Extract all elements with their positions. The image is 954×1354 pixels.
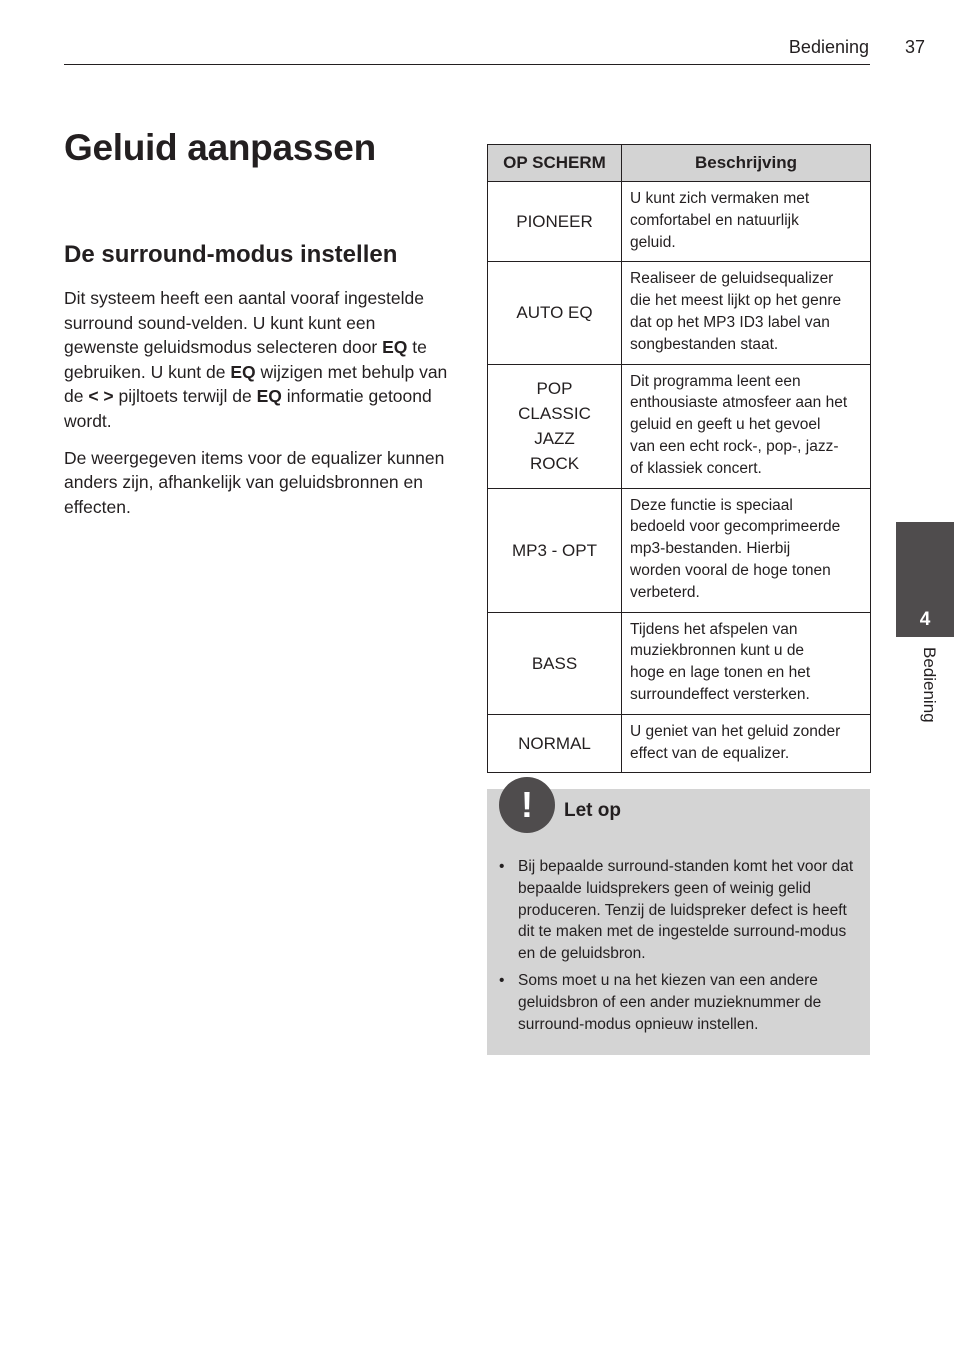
description-text: Tijdens het afspelen van muziekbronnen kunt u de hoge en lage tonen en het surroundeffect versterken. <box>630 620 811 703</box>
description-cell <box>622 488 871 612</box>
mode-label: CLASSIC <box>518 404 591 424</box>
description-cell <box>622 612 871 714</box>
text-run: te gebruiken. U kunt de <box>64 337 427 382</box>
eq-keyword: EQ <box>230 361 256 382</box>
description-text: Dit programma leent een enthousiaste atmosfeer aan het geluid en geeft u het gevoel van een echt rock-, pop-, jazz- of klassiek concert. <box>630 372 848 477</box>
mode-label: PIONEER <box>516 212 593 232</box>
table-row <box>488 488 871 612</box>
arrow-keys-label: < > <box>88 386 114 407</box>
caution-box <box>487 784 870 1055</box>
table-row <box>488 364 871 488</box>
description-text: Realiseer de geluidsequalizer die het meest lijkt op het genre dat op het MP3 ID3 label van songbestanden staat. <box>630 270 842 353</box>
list-item <box>487 970 870 1035</box>
text-run: pijltoets terwijl de <box>113 386 257 407</box>
body-text <box>64 286 448 531</box>
page-number: 37 <box>905 37 926 57</box>
list-item <box>487 856 870 965</box>
body-paragraph-1 <box>64 286 448 434</box>
section-heading: De surround-modus instellen <box>64 241 398 268</box>
table-row <box>488 182 871 262</box>
bullet-icon: • <box>499 858 505 875</box>
description-text: Deze functie is speciaal bedoeld voor gecomprimeerde mp3-bestanden. Hierbij worden vooral de hoge tonen verbeterd. <box>630 496 841 601</box>
description-text: U geniet van het geluid zonder effect van de equalizer. <box>630 722 841 762</box>
description-cell <box>622 714 871 773</box>
mode-cell <box>488 714 622 773</box>
text-run: informatie getoond wordt. <box>64 386 432 431</box>
mode-cell <box>488 612 622 714</box>
bullet-icon: • <box>499 971 505 989</box>
description-cell <box>622 364 871 488</box>
description-text: U kunt zich vermaken met comfortabel en natuurlijk geluid. <box>630 190 810 251</box>
mode-label: BASS <box>531 653 578 673</box>
mode-label: JAZZ <box>534 429 575 449</box>
mode-cell <box>488 262 622 364</box>
header-divider <box>64 64 870 65</box>
mode-label: POP <box>536 379 573 399</box>
page-title: Geluid aanpassen <box>64 127 376 168</box>
table-row <box>488 262 871 364</box>
table-header-row <box>488 145 871 182</box>
column-header-description: Beschrijving <box>622 145 871 182</box>
mode-cell <box>488 364 622 488</box>
list-item-text: Bij bepaalde surround-standen komt het voor dat bepaalde luidsprekers geen of weinig gelid produceren. Tenzij de luidspreker defect is heeft dit te maken met de ingestelde surround-modus en de geluidsbron. <box>518 858 854 963</box>
description-cell <box>622 182 871 262</box>
chapter-tab <box>896 522 954 637</box>
table-row <box>488 612 871 714</box>
chapter-label: Bediening <box>920 647 939 723</box>
eq-keyword: EQ <box>382 337 408 358</box>
text-run: wijzigen met behulp van de <box>64 361 448 407</box>
caution-list <box>487 856 870 1040</box>
text-run: Dit systeem heeft een aantal vooraf ingestelde surround sound-velden. U kunt kunt een gewenste geluidsmodus selecteren door <box>64 288 424 358</box>
mode-label: ROCK <box>529 454 580 474</box>
mode-label: MP3 - OPT <box>511 540 597 560</box>
caution-title: Let op <box>564 800 621 821</box>
header-section-title: Bediening <box>788 37 869 57</box>
mode-cell <box>488 488 622 612</box>
body-paragraph-2: De weergegeven items voor de equalizer kunnen anders zijn, afhankelijk van geluidsbronnen en effecten. <box>64 447 445 517</box>
eq-modes-table <box>487 144 871 773</box>
eq-keyword: EQ <box>256 386 282 407</box>
chapter-number: 4 <box>919 609 931 630</box>
mode-label: AUTO EQ <box>516 303 593 323</box>
exclamation-icon: ! <box>499 777 555 833</box>
mode-cell <box>488 182 622 262</box>
table-row <box>488 714 871 773</box>
description-cell <box>622 262 871 364</box>
list-item-text: Soms moet u na het kiezen van een andere geluidsbron of een ander muzieknummer de surround-modus opnieuw instellen. <box>518 971 822 1033</box>
mode-label: NORMAL <box>518 734 591 754</box>
column-header-screen: OP SCHERM <box>488 145 622 182</box>
